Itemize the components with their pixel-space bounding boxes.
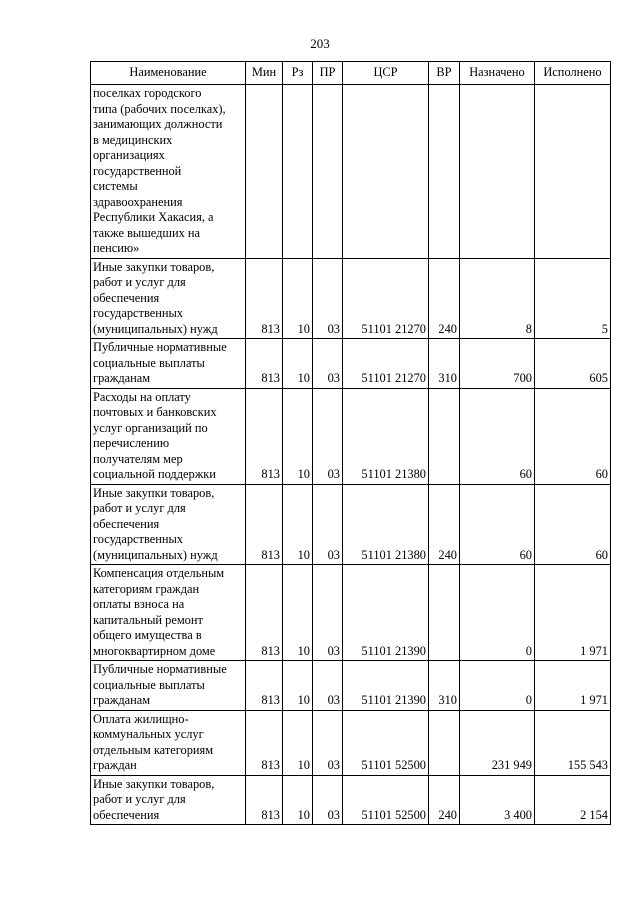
row-min: 813: [246, 565, 283, 661]
row-csr: [343, 85, 429, 259]
row-csr: 51101 21270: [343, 258, 429, 339]
row-vr: [429, 388, 460, 484]
table-row: [91, 388, 611, 484]
row-executed: 155 543: [535, 710, 611, 775]
row-min: 813: [246, 258, 283, 339]
row-pr: 03: [313, 710, 343, 775]
row-min: 813: [246, 661, 283, 711]
row-vr: 240: [429, 484, 460, 565]
row-pr: [313, 85, 343, 259]
row-csr: 51101 21390: [343, 661, 429, 711]
header-min: Мин: [246, 62, 283, 85]
row-csr: 51101 52500: [343, 775, 429, 825]
row-pr: 03: [313, 661, 343, 711]
row-name: поселках городского типа (рабочих поселках), занимающих должности в медицинских организациях государственной системы здравоохранения Республики Хакасия, а также вышедших на пенсию»: [91, 85, 246, 259]
row-csr: 51101 52500: [343, 710, 429, 775]
row-rz: 10: [283, 775, 313, 825]
row-executed: 605: [535, 339, 611, 389]
table-row: [91, 775, 611, 825]
header-csr: ЦСР: [343, 62, 429, 85]
row-name: Иные закупки товаров, работ и услуг для обеспечения: [91, 775, 246, 825]
row-name: Расходы на оплату почтовых и банковских услуг организаций по перечислению получателям мер социальной поддержки: [91, 388, 246, 484]
row-assigned: 700: [460, 339, 535, 389]
row-vr: [429, 710, 460, 775]
row-name: Иные закупки товаров, работ и услуг для обеспечения государственных (муниципальных) нужд: [91, 258, 246, 339]
row-assigned: 60: [460, 388, 535, 484]
row-vr: 240: [429, 258, 460, 339]
table-row: [91, 484, 611, 565]
row-name: Публичные нормативные социальные выплаты гражданам: [91, 339, 246, 389]
row-executed: 2 154: [535, 775, 611, 825]
row-rz: 10: [283, 710, 313, 775]
row-min: 813: [246, 388, 283, 484]
row-assigned: [460, 85, 535, 259]
row-pr: 03: [313, 388, 343, 484]
table-row: [91, 661, 611, 711]
row-pr: 03: [313, 775, 343, 825]
row-min: 813: [246, 775, 283, 825]
row-name: Иные закупки товаров, работ и услуг для обеспечения государственных (муниципальных) нужд: [91, 484, 246, 565]
row-csr: 51101 21380: [343, 484, 429, 565]
row-min: 813: [246, 339, 283, 389]
row-rz: 10: [283, 339, 313, 389]
row-min: [246, 85, 283, 259]
row-pr: 03: [313, 258, 343, 339]
header-assigned: Назначено: [460, 62, 535, 85]
row-name: Оплата жилищно- коммунальных услуг отдельным категориям граждан: [91, 710, 246, 775]
header-executed: Исполнено: [535, 62, 611, 85]
budget-table: [90, 61, 611, 825]
header-rz: Рз: [283, 62, 313, 85]
row-min: 813: [246, 484, 283, 565]
row-rz: 10: [283, 565, 313, 661]
row-vr: 310: [429, 661, 460, 711]
row-min: 813: [246, 710, 283, 775]
header-pr: ПР: [313, 62, 343, 85]
row-pr: 03: [313, 339, 343, 389]
row-executed: [535, 85, 611, 259]
row-vr: 240: [429, 775, 460, 825]
row-executed: 1 971: [535, 565, 611, 661]
row-vr: [429, 85, 460, 259]
row-name: Публичные нормативные социальные выплаты гражданам: [91, 661, 246, 711]
row-assigned: 3 400: [460, 775, 535, 825]
row-pr: 03: [313, 565, 343, 661]
row-rz: [283, 85, 313, 259]
row-vr: 310: [429, 339, 460, 389]
table-row: [91, 258, 611, 339]
row-executed: 60: [535, 388, 611, 484]
page-number: 203: [310, 36, 330, 51]
row-rz: 10: [283, 661, 313, 711]
row-rz: 10: [283, 258, 313, 339]
row-assigned: 0: [460, 565, 535, 661]
table-row: [91, 710, 611, 775]
header-vr: ВР: [429, 62, 460, 85]
row-pr: 03: [313, 484, 343, 565]
header-name: Наименование: [91, 62, 246, 85]
row-executed: 5: [535, 258, 611, 339]
row-assigned: 60: [460, 484, 535, 565]
row-assigned: 8: [460, 258, 535, 339]
table-row: [91, 85, 611, 259]
row-rz: 10: [283, 388, 313, 484]
row-csr: 51101 21270: [343, 339, 429, 389]
row-executed: 1 971: [535, 661, 611, 711]
row-name: Компенсация отдельным категориям граждан оплаты взноса на капитальный ремонт общего имущества в многоквартирном доме: [91, 565, 246, 661]
row-csr: 51101 21380: [343, 388, 429, 484]
table-row: [91, 565, 611, 661]
row-assigned: 231 949: [460, 710, 535, 775]
row-vr: [429, 565, 460, 661]
row-assigned: 0: [460, 661, 535, 711]
row-rz: 10: [283, 484, 313, 565]
row-csr: 51101 21390: [343, 565, 429, 661]
row-executed: 60: [535, 484, 611, 565]
table-row: [91, 339, 611, 389]
table-header-row: [91, 62, 611, 85]
